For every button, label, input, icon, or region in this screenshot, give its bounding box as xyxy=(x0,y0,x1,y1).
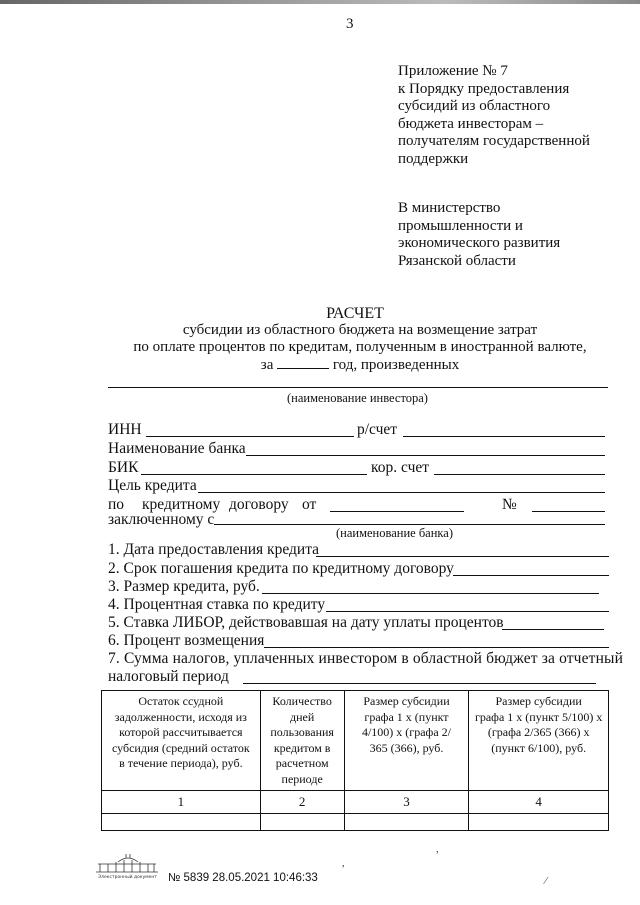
scan-speck: , xyxy=(436,844,439,855)
item-reimbursement: 6. Процент возмещения xyxy=(108,632,265,649)
interest-rate-field[interactable] xyxy=(326,611,609,612)
credit-purpose-field[interactable] xyxy=(198,492,605,493)
reimbursement-field[interactable] xyxy=(264,647,609,648)
document-id: № 5839 28.05.2021 10:46:33 xyxy=(168,872,318,884)
item-libor-rate: 5. Ставка ЛИБОР, действовавшая на дату уплаты процентов xyxy=(108,614,504,631)
addressee-line: промышленности и xyxy=(398,217,523,234)
item-interest-rate: 4. Процентная ставка по кредиту xyxy=(108,596,326,613)
addressee-line: экономического развития xyxy=(398,235,561,251)
addressee-line: Рязанской области xyxy=(398,252,516,269)
item-repayment-term: 2. Срок погашения кредита по кредитному договору xyxy=(108,560,454,577)
calculation-table xyxy=(101,690,609,831)
page-number: 3 xyxy=(346,16,354,32)
table-header-cell: Размер субсидии графа 1 x (пункт 5/100) x (графа 2/365 (366) x (пункт 6/100), руб. xyxy=(469,691,609,791)
credit-amount-field[interactable] xyxy=(262,593,599,594)
scan-speck: ⁄ xyxy=(545,876,547,887)
credit-purpose-label: Цель кредита xyxy=(108,477,197,494)
stamp-caption: Элекстронный документ xyxy=(98,875,157,880)
column-number: 2 xyxy=(260,791,344,814)
agreement-word: по xyxy=(108,496,125,513)
corr-account-label: кор. счет xyxy=(371,459,430,476)
agreement-word: от xyxy=(302,496,317,513)
investor-name-line[interactable] xyxy=(108,387,608,388)
investor-caption: (наименование инвестора) xyxy=(287,391,428,405)
subtitle-line-1: субсидии из областного бюджета на возмещение затрат xyxy=(182,322,538,338)
item-credit-amount: 3. Размер кредита, руб. xyxy=(108,578,260,595)
appendix-line: поддержки xyxy=(398,150,469,167)
item-taxes-cont: налоговый период xyxy=(108,668,229,685)
corr-account-field[interactable] xyxy=(434,474,605,475)
year-prefix: за xyxy=(260,357,274,373)
table-row xyxy=(102,791,609,814)
table-header-cell: Размер субсидии графа 1 x (пункт 4/100) x (графа 2/ 365 (366), руб. xyxy=(344,691,469,791)
agreement-word: кредитному xyxy=(142,496,221,513)
libor-rate-field[interactable] xyxy=(502,629,604,630)
account-field[interactable] xyxy=(403,436,605,437)
bik-label: БИК xyxy=(108,459,139,476)
document-title: РАСЧЕТ xyxy=(326,305,384,322)
subtitle-line-3 xyxy=(100,356,620,374)
scan-speck: , xyxy=(342,858,345,869)
concluded-with-label: заключенному с xyxy=(108,511,215,528)
credit-date-field[interactable] xyxy=(316,556,609,557)
table-header-cell: Количество дней пользования кредитом в расчетном периоде xyxy=(260,691,344,791)
agreement-date-field[interactable] xyxy=(330,511,464,512)
table-header-row xyxy=(102,691,609,791)
appendix-line: получателям государственной xyxy=(398,133,590,149)
column-number: 1 xyxy=(102,791,261,814)
item-taxes: 7. Сумма налогов, уплаченных инвестором в областной бюджет за отчетный xyxy=(108,650,624,667)
item-credit-date: 1. Дата предоставления кредита xyxy=(108,541,320,558)
column-number: 3 xyxy=(344,791,469,814)
addressee-line: В министерство xyxy=(398,200,501,216)
addressee-block xyxy=(398,200,560,270)
document-subtitle xyxy=(100,322,620,374)
table-header-cell: Остаток ссудной задолженности, исходя из которой рассчитывается субсидия (средний остаток в течение периода), руб. xyxy=(102,691,261,791)
account-label: р/счет xyxy=(357,421,398,438)
column-number: 4 xyxy=(469,791,609,814)
bank-caption: (наименование банка) xyxy=(336,526,454,540)
taxes-field[interactable] xyxy=(243,683,596,684)
table-row xyxy=(102,813,609,830)
table-cell[interactable] xyxy=(260,813,344,830)
inn-field[interactable] xyxy=(146,436,354,437)
bank-field[interactable] xyxy=(214,524,605,525)
table-cell[interactable] xyxy=(469,813,609,830)
year-field[interactable] xyxy=(277,356,329,369)
scan-edge xyxy=(0,0,640,4)
repayment-term-field[interactable] xyxy=(453,575,609,576)
bik-field[interactable] xyxy=(141,474,367,475)
appendix-block xyxy=(398,63,590,168)
bank-name-label: Наименование банка xyxy=(108,440,246,457)
appendix-line: бюджета инвесторам – xyxy=(398,115,544,132)
inn-label: ИНН xyxy=(108,421,142,438)
agreement-word: договору xyxy=(229,496,289,513)
building-stamp-icon xyxy=(92,852,166,880)
year-suffix: год, произведенных xyxy=(332,357,460,373)
agreement-number-field[interactable] xyxy=(532,511,605,512)
subtitle-line-2: по оплате процентов по кредитам, полученным в иностранной валюте, xyxy=(133,339,587,355)
bank-name-field[interactable] xyxy=(246,455,605,456)
appendix-line: субсидий из областного xyxy=(398,98,551,114)
table-cell[interactable] xyxy=(344,813,469,830)
number-sign: № xyxy=(502,496,517,513)
appendix-line: Приложение № 7 xyxy=(398,63,508,79)
table-cell[interactable] xyxy=(102,813,261,830)
appendix-line: к Порядку предоставления xyxy=(398,80,570,97)
